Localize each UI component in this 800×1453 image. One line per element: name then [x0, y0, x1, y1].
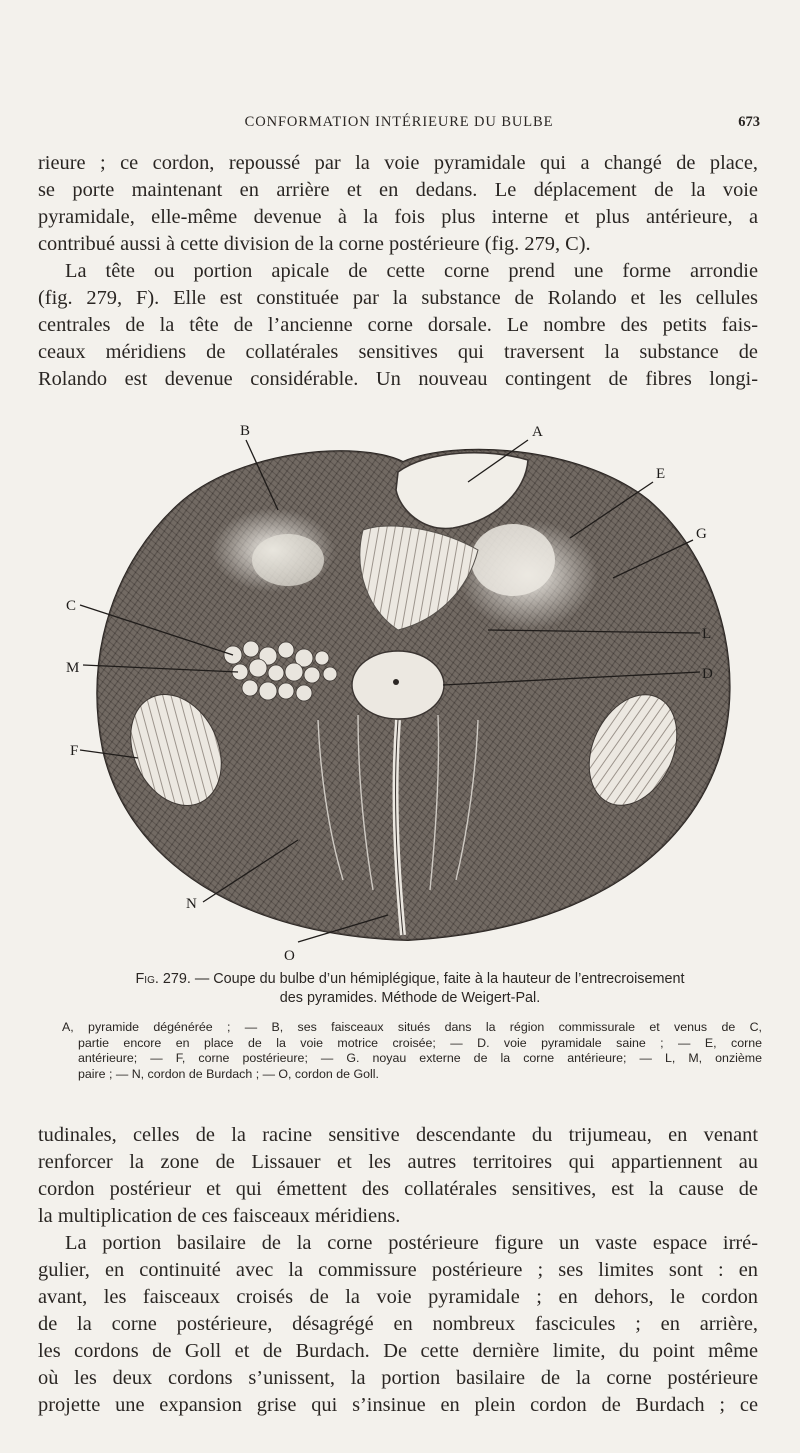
caption-line-2: des pyramides. Méthode de Weigert-Pal. [279, 990, 541, 1006]
text-line: renforcer la zone de Lissauer et les autres territoires qui appartiennent au [38, 1151, 758, 1173]
figure-label-m: M [66, 660, 80, 676]
running-title: CONFORMATION INTÉRIEURE DU BULBE [244, 114, 554, 130]
paragraph-bottom [38, 1122, 758, 1419]
figure-label-f: F [70, 743, 79, 759]
caption-line-1: — Coupe du bulbe d’un hémiplégique, faite à la hauteur de l’entrecroisement [194, 971, 685, 987]
legend-line: partie encore en place de la voie motrice croisée; — D. voie pyramidale saine ; — E, corne [78, 1035, 762, 1050]
text-line: projette une expansion grise qui s’insinue en plein cordon de Burdach ; ce [38, 1394, 758, 1416]
text-line: contribué aussi à cette division de la corne postérieure (fig. 279, C). [38, 233, 591, 255]
text-line: cordon postérieur et qui émettent des collatérales sensitives, est la cause de [38, 1178, 758, 1200]
legend-line: antérieure; — F, corne postérieure; — G. noyau externe de la corne antérieure; — L, M, onzième [78, 1051, 762, 1065]
figure-label-n: N [186, 896, 197, 912]
figure-label-b: B [240, 423, 251, 439]
text-line: de la corne postérieure, désagrégé en nombreux fascicules ; en arrière, [38, 1313, 758, 1335]
paragraph-top [38, 150, 758, 393]
text-line: La tête ou portion apicale de cette corne prend une forme arrondie [65, 260, 758, 282]
text-line: tudinales, celles de la racine sensitive descendante du trijumeau, en venant [38, 1124, 758, 1146]
text-line: les cordons de Goll et de Burdach. De cette dernière limite, du point même [38, 1340, 758, 1362]
text-line: pyramidale, elle-même devenue à la fois plus interne et plus antérieure, a [38, 206, 758, 228]
figure-label-o: O [284, 948, 295, 964]
medulla-section-illustration [58, 410, 758, 965]
text-line-indented [38, 258, 758, 285]
text-line: se porte maintenant en arrière et en dedans. Le déplacement de la voie [38, 179, 758, 201]
figure-label-a: A [532, 424, 543, 440]
text-line-indented [38, 1230, 758, 1257]
text-line: ceaux méridiens de collatérales sensitives qui traversent la substance de [38, 341, 758, 363]
figure-label-e: E [656, 466, 666, 482]
text-line: où les deux cordons s’unissent, la portion basilaire de la corne postérieure [38, 1367, 758, 1389]
central-canal [352, 651, 444, 719]
figure-label-l: L [702, 626, 712, 642]
legend-line: paire ; — N, cordon de Burdach ; — O, cordon de Goll. [78, 1066, 379, 1081]
text-line: gulier, en continuité avec la commissure postérieure ; ses limites sont : en [38, 1259, 758, 1281]
figure-279 [58, 410, 758, 965]
figure-legend [62, 1020, 762, 1082]
page-number: 673 [738, 114, 760, 130]
text-line: centrales de la tête de l’ancienne corne dorsale. Le nombre des petits fais- [38, 314, 758, 336]
text-line: avant, les faisceaux croisés de la voie pyramidale ; en dehors, le cordon [38, 1286, 758, 1308]
figure-label-d: D [702, 666, 713, 682]
text-line: (fig. 279, F). Elle est constituée par la substance de Rolando et les cellules [38, 287, 758, 309]
legend-line: A, pyramide dégénérée ; — B, ses faisceaux situés dans la région commissurale et venus de C, [62, 1020, 762, 1034]
text-line: La portion basilaire de la corne postérieure figure un vaste espace irré- [65, 1232, 758, 1254]
figure-label-c: C [66, 598, 77, 614]
running-header [38, 114, 760, 136]
text-line: la multiplication de ces faisceaux méridiens. [38, 1205, 401, 1227]
text-line: rieure ; ce cordon, repoussé par la voie pyramidale qui a changé de place, [38, 152, 758, 174]
figure-caption [60, 970, 760, 1008]
figure-label-g: G [696, 526, 707, 542]
figure-number: Fig. 279. [135, 971, 191, 987]
text-line: Rolando est devenue considérable. Un nouveau contingent de fibres longi- [38, 368, 758, 390]
